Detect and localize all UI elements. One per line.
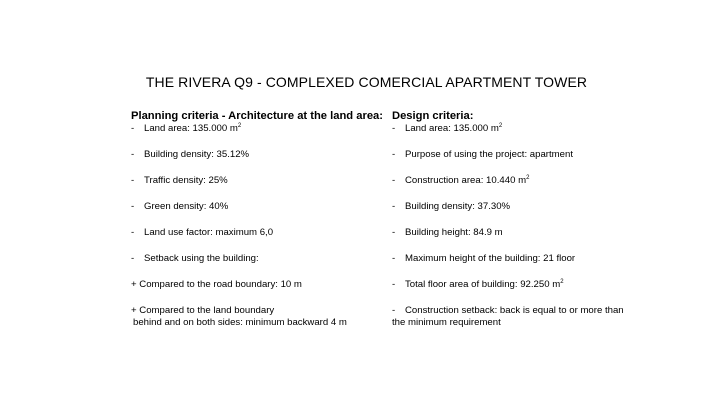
list-item-total-floor-area [392,279,652,291]
list-item-land-area [131,123,386,135]
item-text: Green density: 40% [144,201,229,212]
list-item-building-height [392,227,652,239]
superscript: 2 [560,279,564,285]
bullet-dash: - [131,175,135,186]
bullet-dash: - [131,123,135,134]
item-text: Traffic density: 25% [144,175,228,186]
item-text: Setback using the building: [144,253,259,264]
list-item-road-boundary [131,279,386,291]
bullet-dash: - [131,253,135,264]
item-text-line2: behind and on both sides: minimum backward 4 m [133,317,347,328]
item-text-line1: Construction setback: back is equal to or more than [405,305,624,316]
item-text: Total floor area of building: 92.250 m [405,279,561,290]
list-item-construction-setback [392,305,652,329]
item-text-line2: the minimum requirement [392,317,501,328]
list-item-land-use-factor [131,227,386,239]
list-item-building-density [392,201,652,213]
bullet-dash: - [392,253,396,264]
list-item-building-density [131,149,386,161]
list-item-max-height [392,253,652,265]
bullet-dash: - [392,279,396,290]
design-criteria-column [392,109,652,329]
planning-criteria-heading: Planning criteria - Architecture at the land area: [131,110,383,122]
list-item-green-density [131,201,386,213]
bullet-dash: - [392,123,396,134]
bullet-dash: - [392,201,396,212]
list-item-traffic-density [131,175,386,187]
slide-title: THE RIVERA Q9 - COMPLEXED COMERCIAL APARTMENT TOWER [145,74,588,90]
list-item-purpose [392,149,652,161]
list-item-setback [131,253,386,265]
list-item-land-area [392,123,652,135]
bullet-dash: - [392,149,396,160]
design-criteria-heading: Design criteria: [392,110,474,122]
bullet-dash: - [131,149,135,160]
bullet-dash: - [392,305,396,316]
item-text: + Compared to the road boundary: 10 m [131,279,302,290]
superscript: 2 [526,175,530,181]
list-item-land-boundary [131,305,386,329]
item-text: Land use factor: maximum 6,0 [144,227,274,238]
item-text: Building density: 35.12% [144,149,250,160]
superscript: 2 [498,123,503,129]
bullet-dash: - [131,227,135,238]
item-text-line1: + Compared to the land boundary [131,305,275,316]
item-text-line1-wrap [392,305,652,317]
bullet-dash: - [392,227,396,238]
item-text: Land area: 135.000 m [405,123,499,134]
design-criteria-list [392,123,652,329]
planning-criteria-list [131,123,386,329]
planning-criteria-column [131,109,386,329]
item-text: Construction area: 10.440 m [405,175,527,186]
item-text: Building density: 37.30% [405,201,511,212]
item-text: Land area: 135.000 m [144,123,238,134]
superscript: 2 [237,123,242,129]
item-text: Building height: 84.9 m [405,227,503,238]
bullet-dash: - [131,201,135,212]
item-text: Maximum height of the building: 21 floor [405,253,576,264]
item-text: Purpose of using the project: apartment [405,149,573,160]
list-item-construction-area [392,175,652,187]
bullet-dash: - [392,175,396,186]
